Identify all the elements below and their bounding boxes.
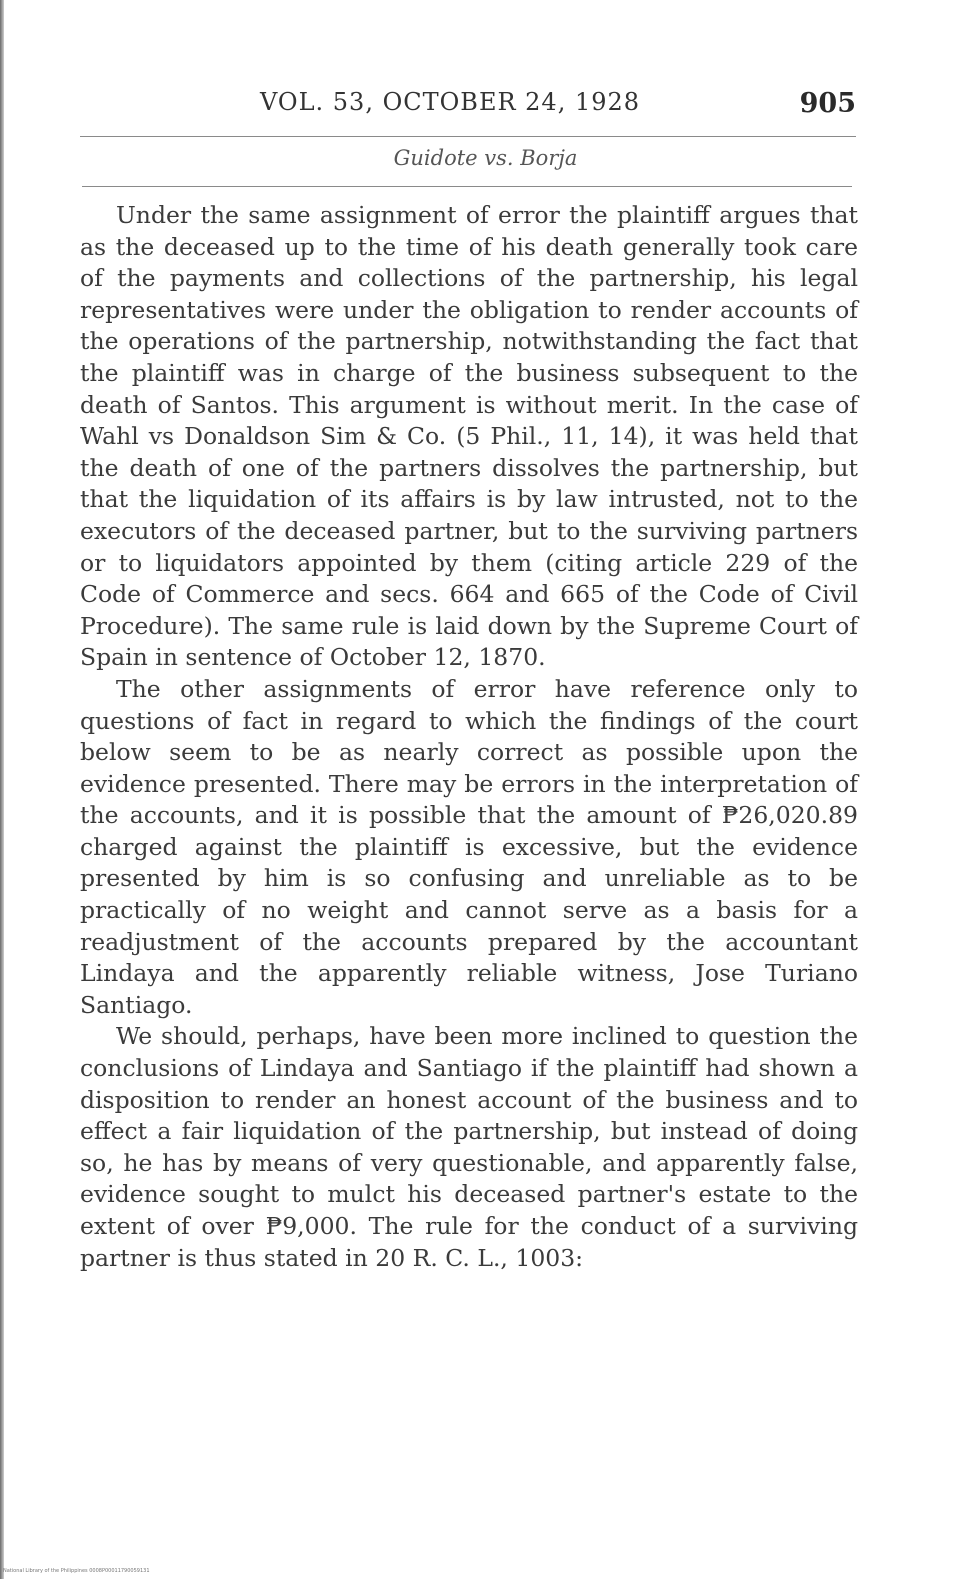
case-title: Guidote vs. Borja [393,146,578,170]
paragraph: The other assignments of error have reference only to questions of fact in regard to which the findings of the court below seem to be as nearly correct as possible upon the evidence presented. There may be errors in the interpretation of the accounts, and it is possible that the amount of ₱26,020.89 charged against the plaintiff is excessive, but the evidence presented by him is so confusing and unreliable as to be practically of no weight and cannot serve as a basis for a readjustment of the accounts prepared by the accountant Lindaya and the apparently reliable witness, Jose Turiano Santiago. [80,674,858,1019]
running-head [78,88,858,128]
paragraph: We should, perhaps, have been more inclined to question the conclusions of Lindaya and Santiago if the plaintiff had shown a disposition to render an honest account of the business and to effect a fair liquidation of the partnership, but instead of doing so, he has by means of very questionable, and apparently false, evidence sought to mulct his deceased partner's estate to the extent of over ₱9,000. The rule for the conduct of a surviving partner is thus stated in 20 R. C. L., 1003: [80,1022,858,1272]
footer-credit: National Library of the Philippines 0008P00011790059131 [3,1568,150,1574]
body-text [80,200,858,1274]
header-rule-bottom [82,186,852,187]
page-number: 905 [799,88,856,119]
page-binding-edge [0,0,4,1579]
volume-date-line: VOL. 53, OCTOBER 24, 1928 [260,88,641,116]
header-rule-top [80,136,856,137]
paragraph: Under the same assignment of error the plaintiff argues that as the deceased up to the time of his death generally took care of the payments and collections of the partnership, his legal representatives were under the obligation to render accounts of the operations of the partnership, notwithstanding the fact that the plaintiff was in charge of the business subsequent to the death of Santos. This argument is without merit. In the case of Wahl vs Donaldson Sim & Co. (5 Phil., 11, 14), it was held that the death of one of the partners dissolves the partnership, but that the liquidation of its affairs is by law intrusted, not to the executors of the deceased partner, but to the surviving partners or to liquidators appointed by them (citing article 229 of the Code of Commerce and secs. 664 and 665 of the Code of Civil Procedure). The same rule is laid down by the Supreme Court of Spain in sentence of October 12, 1870. [80,201,858,672]
